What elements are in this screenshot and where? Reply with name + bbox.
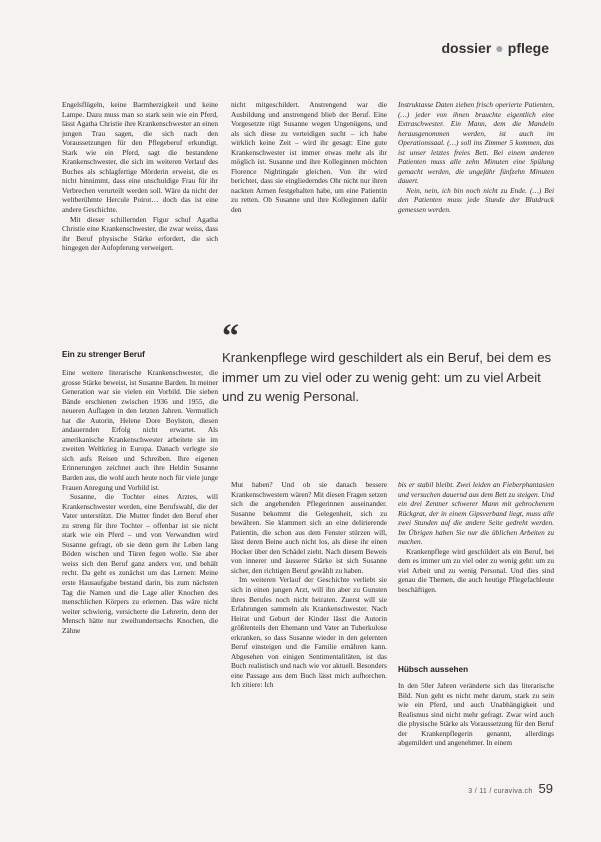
paragraph: Mit dieser schillernden Figur schuf Agatha Christie eine Krankenschwester, die zwar weiss, dass ihr Beruf physische Stärke erfordert, die sich hingegen der Aufopferung verweigert.	[62, 214, 218, 253]
paragraph: In den 50er Jahren veränderte sich das literarische Bild. Nun geht es nicht mehr darum, stark zu sein wie ein Pferd, und auch Unabhängigkeit und Realismus sind nicht mehr gefragt. Zwar wird auch die physische Stärke als Voraussetzung für den Beruf der Krankenpflegerin genannt, allerdings abgemildert und angenehmer. In einem	[398, 681, 554, 748]
section-header	[441, 40, 549, 56]
page-number: 59	[538, 781, 553, 796]
column-1-top	[62, 100, 218, 253]
column-3-bottom-2	[398, 681, 554, 748]
paragraph: Im weiteren Verlauf der Geschichte verliebt sie sich in einen jungen Arzt, will ihn aber zu Gunsten ihres Berufes noch nicht heiraten. Zuerst will sie Erfahrungen sammeln als Krankenschwester. Nach Heirat und Geburt der Kinder lässt die Autorin größtenteils den Ehemann und Vater an Tuberkulose erkranken, so dass Susanne wieder in den gelernten Beruf einsteigen und die Familie ernähren kann. Abgesehen von einigen Sentimentalitäten, ist das Buch realistisch und nach wie vor aktuell. Besonders eine Passage aus dem Buch lässt mich aufhorchen. Ich zitiere: Ich	[231, 575, 387, 690]
subheading-strenger-beruf: Ein zu strenger Beruf	[62, 350, 145, 359]
section-label: dossier	[441, 40, 492, 56]
quotation-mark-icon: “	[222, 318, 239, 355]
paragraph: Krankenpflege wird geschildert als ein Beruf, bei dem es immer um zu viel oder zu wenig geht: um zu viel Arbeit und zu wenig Personal. Und dies sind genau die Themen, die auch heutige Pflegefachleute beschäftigen.	[398, 546, 554, 595]
column-2-top	[231, 100, 387, 215]
pull-quote: Krankenpflege wird geschildert als ein Beruf, bei dem es immer um zu viel oder zu wenig geht: um zu viel Arbeit und zu wenig Personal.	[222, 350, 552, 404]
paragraph: nicht mitgeschildert. Anstrengend war die Ausbildung und anstrengend blieb der Beruf. Eine Vorgesetzte rügt Susanne wegen Ungenügens, und als sich diese zu verteidigen sucht – ich habe wirklich keine Zeit – wird ihr gesagt: Eine gute Krankenschwester ist immer etwas mehr als ihr möglich ist. Susanne und ihre Kolleginnen möchten Florence Nightingale gleichen. Von ihr wird berichtet, dass sie eingliederndes Ohr nicht nur ihren nackten Armen festgehalten habe, um eine Patientin zu retten. Ob Susanne und ihre Kolleginnen dafür den	[231, 100, 387, 215]
paragraph: Eine weitere literarische Krankenschwester, die grosse Stärke beweist, ist Susanne Barden. In meiner Generation war sie vielen ein Vorbild. Die sieben Bände erschienen zwischen 1936 und 1955, die neueren Auflagen in den letzten Jahren. Vermutlich hat die Autorin, Helene Dore Boylston, diesen andauernden Erfolg nicht erwartet. Als amerikanische Krankenschwester arbeitete sie im zweiten Weltkrieg in Europa. Danach verlegte sie sich aufs Reisen und Schreiben. Ihre eigenen Erinnerungen zeichnet auch ihre Heldin Susanne Barden aus, die wohl auch heute noch für viele junge Frauen Anregung und Vorbild ist.	[62, 368, 218, 492]
bullet-dot-icon: ●	[495, 40, 504, 56]
paragraph: Susanne, die Tochter eines Arztes, will Krankenschwester werden, eine Berufswahl, die der Vater unterstützt. Die Mutter findet den Beruf eher zu streng für ihre Tochter – offenbar ist sie nicht stark wie ein Pferd – und von Verwandten wird Susanne gefragt, ob sie denn gern ihr Leben lang Böden wischen und Türen fegen wolle. Sie aber weiss sich den Beruf ganz anders vor, und behält recht. Da geht es zunächst um das Lernen: Meine erste Hausaufgabe bestand darin, bis zum nächsten Tag die Namen und die Lage aller Knochen des menschlichen Körpers zu erlernen. Das wäre nicht weiter schwierig, versicherte die Lehrerin, denn der Mensch hätte nur zweihundertsechs Knochen, die Zähne	[62, 492, 218, 635]
column-2-bottom	[231, 480, 387, 690]
column-3-bottom	[398, 480, 554, 595]
quote-paragraph: Nein, nein, ich bin noch nicht zu Ende. (…) Bei den Patienten muss jede Stunde der Blutdruck gemessen werden.	[398, 185, 554, 215]
paragraph: Engelsflügeln, keine Barmherzigkeit und keine Lampe. Dazu muss man so stark sein wie ein Pferd, lässt Agatha Christie ihre Krankenschwester an einen jungen Trau sagen, die sich nach den Voraussetzungen für den Pflegeberuf erkundigt. Stark wie ein Pferd, sagt die bestandene Krankenschwester, die sich im weiteren Verlauf des Buches als schlagfertige Mörderin erweist, die es nicht hinnimmt, dass eine unschuldige Frau für ihr Verbrechen verurteilt werden soll. Wäre da nicht der weltberühmte Hercule Poirot… doch das ist eine andere Geschichte.	[62, 100, 218, 215]
column-3-top	[398, 100, 554, 215]
page-footer	[468, 780, 553, 798]
subheading-huebsch-aussehen: Hübsch aussehen	[398, 665, 469, 674]
quote-paragraph: Instruktasse Daten zieben frisch operierte Patienten, (…) jeder von ihnen brauchte eigentlich eine Extraschwester. Ein Mann, dem die Mandeln herausgenommen werden, ist auch im Operationssaal. (…) soll ins Zimmer 5 kommen, das ist unser letztes freies Bett. Bei einem anderen Patienten muss alle zehn Minuten eine Spülung gemacht werden, die ungefähr fünfzehn Minuten dauert.	[398, 100, 554, 186]
quote-paragraph: bis er stabil bleibt. Zwei leiden an Fieberphantasien und versuchen dauernd aus dem Bett zu steigen. Und ein drei Zentner schwerer Mann mit gebrochenem Rückgrat, der in einem Gipsverband liegt, muss alle zwei Stunden auf die andere Seite gedreht werden. Im Übrigen haben Sie nur die üblichen Arbeiten zu machen.	[398, 480, 554, 547]
magazine-issue: 3 / 11 / curaviva.ch	[468, 788, 533, 795]
column-1-bottom	[62, 368, 218, 635]
paragraph: Mut haben? Und ob sie danach bessere Krankenschwestern wären? Mit diesen Fragen setzen sich die angehenden Pflegerinnen auseinander. Susanne bekommt die Gelegenheit, sich zu bewähren. Sie klammert sich an eine delirierende Patientin, die schon aus dem Fenster stürzen will, lässt deren Beine auch nicht los, als diese ihr einen Hocker über den Schädel zieht. Nach diesem Beweis von innerer und äusserer Stärke ist sich Susanne sicher, den richtigen Beruf gewählt zu haben.	[231, 480, 387, 575]
topic-label: pflege	[507, 40, 549, 56]
